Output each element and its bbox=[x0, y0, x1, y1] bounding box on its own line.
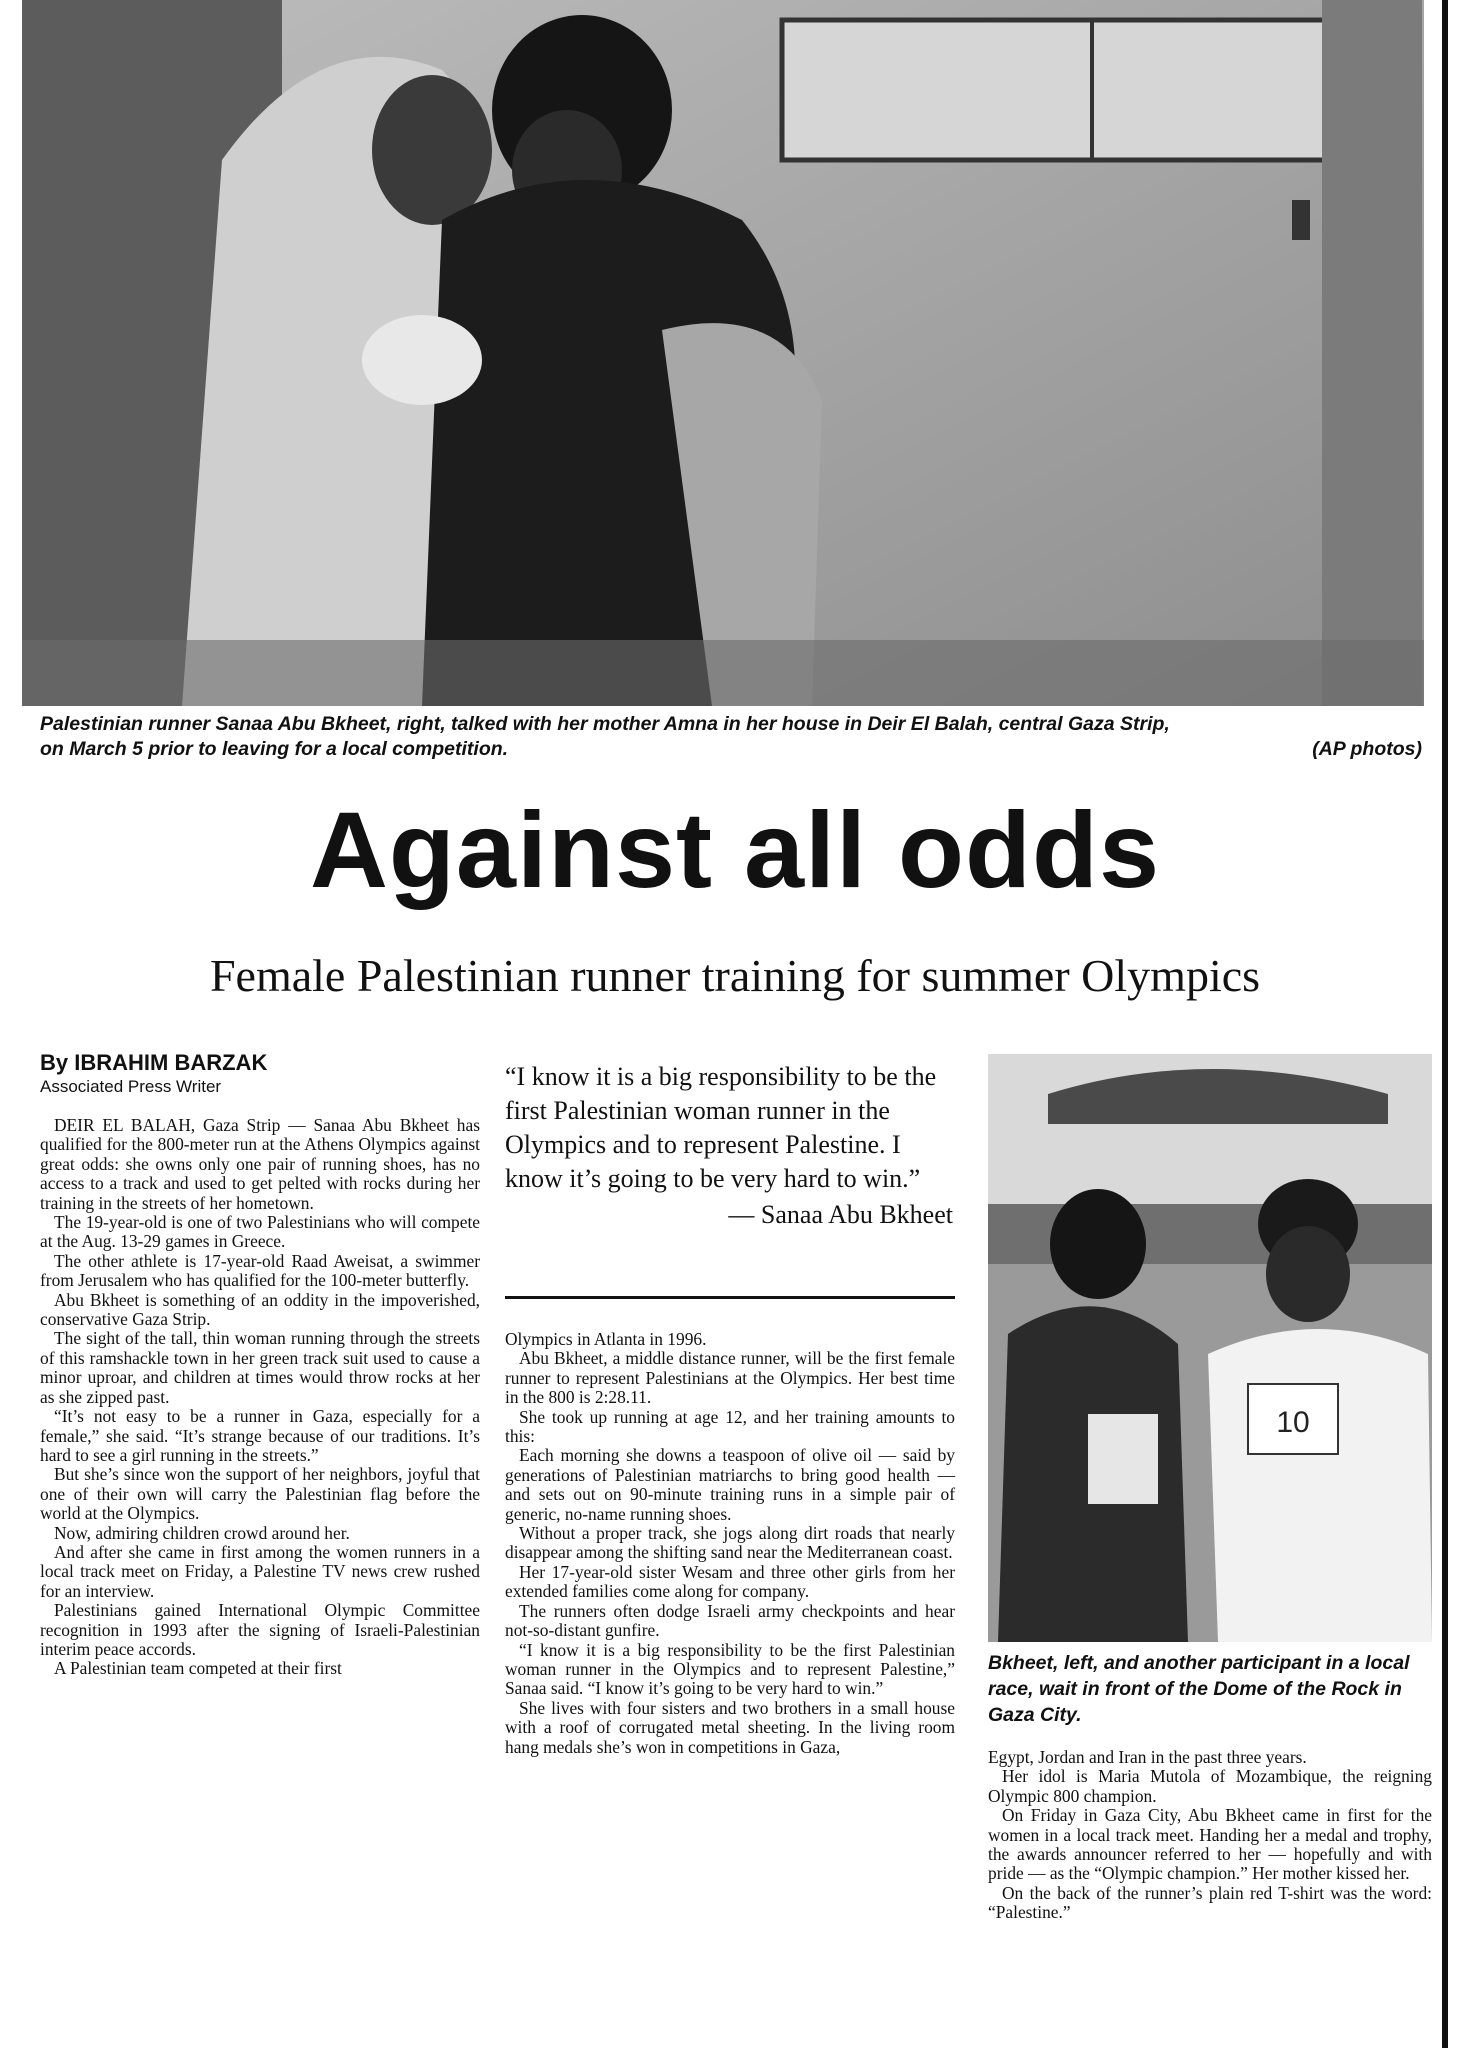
paragraph: The 19-year-old is one of two Palestinians who will compete at the Aug. 13-29 games in Greece. bbox=[40, 1212, 480, 1252]
paragraph: Each morning she downs a teaspoon of olive oil — said by generations of Palestinian matriarchs to bring good health — and sets out on 90-minute training runs in a simple pair of generic, no-name running shoes. bbox=[505, 1445, 955, 1524]
pull-quote-attribution: — Sanaa Abu Bkheet bbox=[728, 1200, 953, 1229]
pull-quote-text: “I know it is a big responsibility to be the first Palestinian woman runner in the Olympics and to represent Palestine. I know it’s going to be very hard to win.” bbox=[505, 1062, 937, 1193]
caption-line: Palestinian runner Sanaa Abu Bkheet, right, talked with her mother Amna in her house in Deir El Balah, central Gaza Strip, bbox=[40, 713, 1170, 735]
article-column-2 bbox=[505, 1330, 955, 1757]
paragraph: “I know it is a big responsibility to be the first Palestinian woman runner in the Olympics and to represent Palestine,” Sanaa said. “I know it’s going to be very hard to win.” bbox=[505, 1639, 955, 1699]
paragraph: She lives with four sisters and two brothers in a small house with a roof of corrugated metal sheeting. In the living room hang medals she’s won in competitions in Gaza, bbox=[505, 1697, 955, 1757]
paragraph: “It’s not easy to be a runner in Gaza, especially for a female,” she said. “It’s strange because of our traditions. It’s hard to see a girl running in the streets.” bbox=[40, 1406, 480, 1465]
photo-credit: (AP photos) bbox=[1312, 738, 1422, 760]
paragraph: The other athlete is 17-year-old Raad Aweisat, a swimmer from Jerusalem who has qualified for the 100-meter butterfly. bbox=[40, 1250, 480, 1291]
paragraph: Her 17-year-old sister Wesam and three other girls from her extended families come along for company. bbox=[505, 1561, 955, 1602]
author-name: By IBRAHIM BARZAK bbox=[40, 1050, 268, 1075]
paragraph: Now, admiring children crowd around her. bbox=[54, 1522, 350, 1543]
paragraph: Palestinians gained International Olympic Committee recognition in 1993 after the signing of Israeli-Palestinian interim peace accords. bbox=[40, 1600, 480, 1659]
byline bbox=[40, 1050, 267, 1098]
headline: Against all odds bbox=[309, 789, 1161, 910]
paragraph: Without a proper track, she jogs along dirt roads that nearly disappear among the shifting sand near the Mediterranean coast. bbox=[505, 1523, 955, 1563]
paragraph: DEIR EL BALAH, Gaza Strip — Sanaa Abu Bkheet has qualified for the 800-meter run at the Athens Olympics against great odds: she owns only one pair of running shoes, has no access to a track and used to get pelted with rocks during her training in the streets of her hometown. bbox=[40, 1115, 480, 1213]
article-column-1 bbox=[40, 1116, 480, 1679]
pull-quote bbox=[505, 1060, 953, 1232]
paragraph: On Friday in Gaza City, Abu Bkheet came in first for the women in a local track meet. Handing her a medal and trophy, the awards announcer referred to her — hopefully and with pride — as the “Olympic champion.” Her mother kissed her. bbox=[988, 1805, 1432, 1884]
caption-line bbox=[40, 737, 1422, 762]
top-photo-caption bbox=[40, 712, 1422, 762]
column-divider bbox=[1442, 0, 1448, 2048]
paragraph: But she’s since won the support of her neighbors, joyful that one of their own will carry the Palestinian flag before the world at the Olympics. bbox=[40, 1464, 480, 1524]
paragraph: Egypt, Jordan and Iran in the past three years. bbox=[988, 1747, 1307, 1767]
race-bib-number: 10 bbox=[1276, 1406, 1310, 1439]
side-photo bbox=[988, 1054, 1432, 1642]
paragraph: She took up running at age 12, and her training amounts to this: bbox=[505, 1406, 955, 1447]
paragraph: The runners often dodge Israeli army checkpoints and hear not-so-distant gunfire. bbox=[505, 1600, 955, 1641]
paragraph: Abu Bkheet is something of an oddity in the impoverished, conservative Gaza Strip. bbox=[40, 1289, 480, 1330]
paragraph: Her idol is Maria Mutola of Mozambique, the reigning Olympic 800 champion. bbox=[988, 1766, 1432, 1806]
paragraph: The sight of the tall, thin woman running through the streets of this ramshackle town in her green track suit used to cause a minor uproar, and children at times would throw rocks at her as she zipped past. bbox=[40, 1328, 480, 1407]
side-photo-caption: Bkheet, left, and another participant in a local race, wait in front of the Dome of the Rock in Gaza City. bbox=[988, 1652, 1410, 1726]
side-photo-illustration bbox=[988, 1054, 1432, 1642]
paragraph: Abu Bkheet, a middle distance runner, will be the first female runner to represent Palestinians at the Olympics. Her best time in the 800 is 2:28.11. bbox=[505, 1348, 955, 1408]
paragraph: On the back of the runner’s plain red T-shirt was the word: “Palestine.” bbox=[988, 1882, 1432, 1923]
paragraph: A Palestinian team competed at their first bbox=[54, 1658, 342, 1679]
top-photo-illustration bbox=[22, 0, 1424, 706]
paragraph: Olympics in Atlanta in 1996. bbox=[505, 1329, 707, 1349]
author-credit: Associated Press Writer bbox=[40, 1077, 222, 1096]
pull-quote-rule bbox=[505, 1296, 955, 1299]
caption-text: on March 5 prior to leaving for a local competition. bbox=[40, 738, 509, 760]
paragraph: And after she came in first among the women runners in a local track meet on Friday, a Palestine TV news crew rushed for an interview. bbox=[40, 1541, 480, 1601]
article-column-3 bbox=[988, 1748, 1432, 1923]
subheadline: Female Palestinian runner training for summer Olympics bbox=[209, 950, 1261, 1001]
top-photo bbox=[22, 0, 1424, 706]
